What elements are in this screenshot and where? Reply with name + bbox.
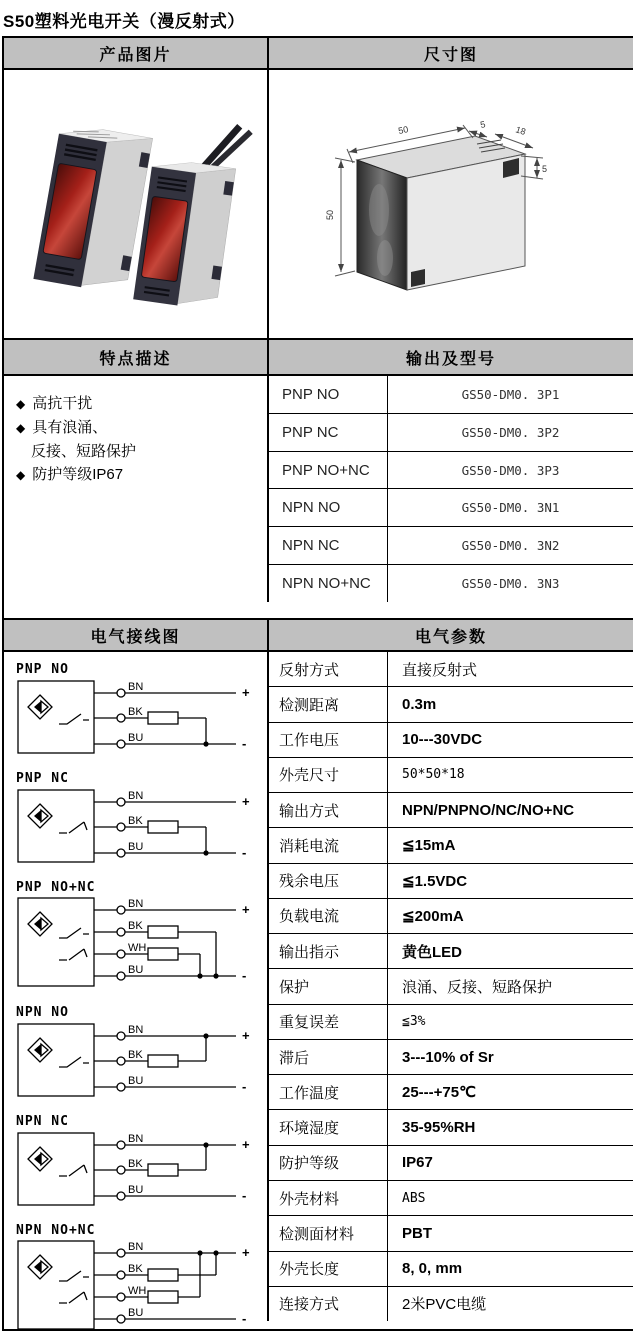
param-value: 35-95%RH [387, 1110, 633, 1144]
param-row [269, 899, 633, 934]
param-row [269, 652, 633, 687]
param-value: 25---+75℃ [387, 1075, 633, 1109]
svg-text:+: + [242, 685, 250, 700]
header-band-1 [4, 38, 633, 70]
model-output: NPN NO+NC [282, 575, 371, 593]
header-band-3 [4, 620, 633, 652]
svg-text:BN: BN [128, 1241, 144, 1253]
wiring-parameters-band [4, 652, 633, 1329]
param-value: 3---10% of Sr [387, 1040, 633, 1074]
model-row [269, 452, 633, 490]
svg-text:PNP NO+NC: PNP NO+NC [16, 880, 96, 895]
param-label: 消耗电流 [279, 837, 340, 855]
feature-item [16, 440, 261, 463]
param-row [269, 1252, 633, 1287]
param-value: 直接反射式 [387, 652, 633, 686]
svg-text:BK: BK [128, 920, 143, 932]
wiring-diagram [10, 1221, 267, 1329]
dim-connector: 5 [542, 164, 548, 174]
param-label: 检测面材料 [279, 1225, 355, 1243]
param-value: ≦200mA [387, 899, 633, 933]
svg-text:BN: BN [128, 790, 144, 802]
wiring-diagrams [4, 652, 267, 1329]
features-header: 特点描述 [4, 340, 267, 374]
model-output: NPN NO [282, 499, 341, 517]
param-value: ≦1.5VDC [387, 864, 633, 898]
svg-text:BN: BN [128, 1024, 144, 1036]
param-label: 环境湿度 [279, 1120, 340, 1138]
parameters-table [267, 652, 633, 1321]
features-list [4, 376, 267, 618]
svg-text:-: - [242, 968, 247, 983]
feature-item [16, 392, 261, 416]
svg-text:NPN NO: NPN NO [16, 1005, 69, 1020]
param-value: IP67 [387, 1146, 633, 1180]
param-row [269, 1287, 633, 1321]
model-number: GS50-DM0. 3N3 [387, 565, 633, 602]
svg-text:NPN NC: NPN NC [16, 1114, 69, 1129]
svg-text:PNP NO: PNP NO [16, 662, 69, 677]
bullet-icon: ◆ [16, 397, 26, 411]
param-label: 重复误差 [279, 1014, 340, 1032]
svg-text:BK: BK [128, 1263, 143, 1275]
svg-text:BU: BU [128, 1184, 144, 1196]
svg-text:+: + [242, 794, 250, 809]
wiring-diagram [10, 769, 267, 876]
svg-text:WH: WH [128, 1285, 147, 1297]
param-row [269, 1181, 633, 1216]
wiring-diagram [10, 660, 267, 767]
wiring-diagram [10, 878, 267, 1001]
param-row [269, 969, 633, 1004]
param-label: 残余电压 [279, 873, 340, 891]
svg-text:+: + [242, 1028, 250, 1043]
wiring-header: 电气接线图 [4, 620, 267, 650]
svg-text:PNP NC: PNP NC [16, 771, 69, 786]
param-value: 黄色LED [387, 934, 633, 968]
wiring-diagram-svg [10, 878, 258, 996]
param-row [269, 1040, 633, 1075]
model-number: GS50-DM0. 3N1 [387, 489, 633, 526]
param-row [269, 1146, 633, 1181]
dim-height: 50 [325, 209, 335, 220]
param-value: ≦3% [387, 1005, 633, 1039]
dim-top-width: 50 [397, 124, 410, 136]
product-image-header: 产品图片 [4, 38, 267, 68]
feature-text: 反接、短路保护 [31, 443, 137, 460]
svg-text:BU: BU [128, 1075, 144, 1087]
wiring-diagram-svg [10, 1112, 258, 1214]
feature-item [16, 416, 261, 440]
param-label: 反射方式 [279, 661, 340, 679]
product-photo [4, 70, 267, 320]
model-row [269, 414, 633, 452]
param-value: 10---30VDC [387, 723, 633, 757]
param-value: PBT [387, 1216, 633, 1250]
svg-text:BK: BK [128, 1158, 143, 1170]
parameters-header: 电气参数 [267, 620, 633, 650]
param-label: 连接方式 [279, 1296, 340, 1314]
features-models-band [4, 376, 633, 620]
param-value: 0.3m [387, 687, 633, 721]
image-band [4, 70, 633, 340]
param-label: 外壳尺寸 [279, 767, 340, 785]
param-row [269, 934, 633, 969]
dimension-header: 尺寸图 [267, 38, 633, 68]
feature-text: 高抗干扰 [32, 395, 93, 412]
model-number: GS50-DM0. 3P1 [387, 376, 633, 413]
param-row [269, 1110, 633, 1145]
model-number: GS50-DM0. 3P3 [387, 452, 633, 489]
model-output: PNP NO+NC [282, 461, 370, 479]
param-row [269, 793, 633, 828]
dimension-drawing [295, 88, 615, 308]
svg-text:-: - [242, 1188, 247, 1203]
param-label: 防护等级 [279, 1155, 340, 1173]
wiring-diagram-svg [10, 660, 258, 762]
param-row [269, 1216, 633, 1251]
model-output: NPN NC [282, 537, 340, 555]
param-value: NPN/PNPNO/NC/NO+NC [387, 793, 633, 827]
param-value: ABS [387, 1181, 633, 1215]
wiring-diagram [10, 1112, 267, 1219]
models-header: 输出及型号 [267, 340, 633, 374]
model-output: PNP NO [282, 385, 340, 403]
models-table [267, 376, 633, 602]
svg-text:BU: BU [128, 732, 144, 744]
svg-text:WH: WH [128, 942, 147, 954]
wiring-diagram-svg [10, 769, 258, 871]
page-title: S50塑料光电开关（漫反射式） [3, 12, 245, 31]
bullet-icon: ◆ [16, 421, 26, 435]
param-row [269, 758, 633, 793]
svg-text:+: + [242, 1137, 250, 1152]
param-value: ≦15mA [387, 828, 633, 862]
spec-table [2, 36, 633, 1331]
product-photo-image [8, 73, 263, 317]
model-number: GS50-DM0. 3P2 [387, 414, 633, 451]
feature-text: 具有浪涌、 [32, 419, 108, 436]
param-row [269, 1075, 633, 1110]
svg-text:NPN NO+NC: NPN NO+NC [16, 1223, 96, 1238]
param-value: 浪涌、反接、短路保护 [387, 969, 633, 1003]
model-row [269, 489, 633, 527]
svg-text:+: + [242, 902, 250, 917]
model-output: PNP NC [282, 423, 339, 441]
param-row [269, 1005, 633, 1040]
svg-text:-: - [242, 1311, 247, 1326]
param-label: 滞后 [279, 1049, 310, 1067]
svg-text:BK: BK [128, 815, 143, 827]
param-label: 工作温度 [279, 1084, 340, 1102]
dim-depth: 18 [514, 124, 527, 137]
param-label: 输出指示 [279, 943, 340, 961]
feature-item [16, 463, 261, 487]
param-label: 检测距离 [279, 696, 340, 714]
param-label: 保护 [279, 979, 310, 997]
param-row [269, 687, 633, 722]
dim-lens-depth: 5 [479, 119, 487, 130]
param-label: 工作电压 [279, 732, 340, 750]
svg-text:+: + [242, 1245, 250, 1260]
param-row [269, 828, 633, 863]
header-band-2 [4, 340, 633, 376]
param-label: 外壳材料 [279, 1190, 340, 1208]
model-number: GS50-DM0. 3N2 [387, 527, 633, 564]
feature-text: 防护等级IP67 [32, 466, 124, 483]
wiring-diagram-svg [10, 1221, 258, 1329]
param-label: 负载电流 [279, 908, 340, 926]
bullet-icon: ◆ [16, 468, 26, 482]
param-value: 2米PVC电缆 [387, 1287, 633, 1321]
param-label: 外壳长度 [279, 1261, 340, 1279]
wiring-diagram-svg [10, 1003, 258, 1105]
svg-text:BK: BK [128, 1049, 143, 1061]
svg-text:BU: BU [128, 964, 144, 976]
param-value: 50*50*18 [387, 758, 633, 792]
sensor-left [33, 122, 152, 295]
model-row [269, 527, 633, 565]
dimension-diagram [267, 70, 633, 338]
svg-text:-: - [242, 845, 247, 860]
param-row [269, 723, 633, 758]
svg-text:-: - [242, 1079, 247, 1094]
param-value: 8, 0, mm [387, 1252, 633, 1286]
svg-text:-: - [242, 736, 247, 751]
svg-text:BU: BU [128, 1307, 144, 1319]
svg-text:BN: BN [128, 681, 144, 693]
model-row [269, 565, 633, 602]
svg-text:BN: BN [128, 1133, 144, 1145]
param-label: 输出方式 [279, 802, 340, 820]
model-row [269, 376, 633, 414]
param-row [269, 864, 633, 899]
svg-text:BN: BN [128, 898, 144, 910]
svg-text:BU: BU [128, 841, 144, 853]
wiring-diagram [10, 1003, 267, 1110]
svg-text:BK: BK [128, 706, 143, 718]
